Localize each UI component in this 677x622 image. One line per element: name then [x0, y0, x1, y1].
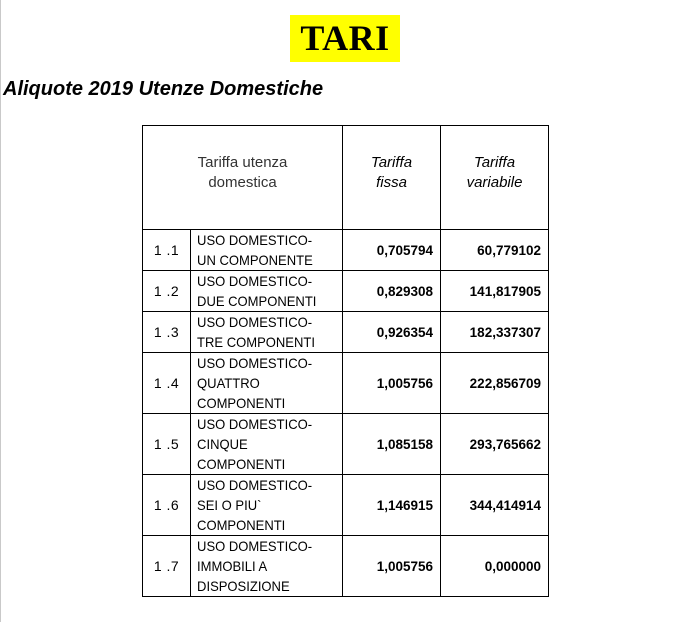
header-description-line: domestica — [208, 173, 277, 191]
row-fixed-rate: 1,085158 — [343, 414, 441, 475]
row-description — [191, 414, 332, 475]
tariff-table — [142, 125, 549, 597]
row-fixed-rate: 0,829308 — [343, 271, 441, 312]
row-code: 1 .7 — [143, 536, 191, 597]
row-description — [191, 353, 332, 414]
description-line: USO DOMESTICO- — [196, 477, 312, 493]
row-variable-rate: 182,337307 — [441, 312, 549, 353]
description-line: USO DOMESTICO- — [196, 314, 312, 330]
row-fixed-rate: 1,146915 — [343, 475, 441, 536]
description-line: USO DOMESTICO- — [196, 355, 312, 371]
description-line: COMPONENTI — [196, 456, 285, 472]
row-code: 1 .2 — [143, 271, 191, 312]
row-fixed-rate: 1,005756 — [343, 536, 441, 597]
header-fixed-line: fissa — [376, 173, 407, 191]
header-fixed — [343, 126, 441, 230]
row-description — [191, 536, 332, 597]
header-variable-line: Tariffa — [473, 153, 516, 171]
page-edge-rule — [0, 0, 1, 622]
table-row — [143, 353, 549, 414]
description-line: USO DOMESTICO- — [196, 232, 312, 248]
description-line: QUATTRO — [196, 375, 260, 391]
description-line: UN COMPONENTE — [196, 252, 313, 268]
description-line: DUE COMPONENTI — [196, 293, 316, 309]
row-description — [191, 312, 332, 353]
row-description — [191, 230, 332, 271]
row-variable-rate: 141,817905 — [441, 271, 549, 312]
description-line: DISPOSIZIONE — [196, 578, 290, 594]
row-variable-rate: 0,000000 — [441, 536, 549, 597]
row-variable-rate: 222,856709 — [441, 353, 549, 414]
row-fixed-rate: 0,926354 — [343, 312, 441, 353]
page-title: TARI — [290, 15, 400, 62]
row-fixed-rate: 0,705794 — [343, 230, 441, 271]
row-description — [191, 271, 332, 312]
description-line: TRE COMPONENTI — [196, 334, 315, 350]
description-line: SEI O PIU` — [196, 497, 261, 513]
table-row — [143, 414, 549, 475]
table-row — [143, 536, 549, 597]
row-variable-rate: 293,765662 — [441, 414, 549, 475]
header-variable-line: variabile — [466, 173, 523, 191]
row-code: 1 .4 — [143, 353, 191, 414]
table-header-row — [143, 126, 549, 230]
row-code: 1 .5 — [143, 414, 191, 475]
description-line: USO DOMESTICO- — [196, 273, 312, 289]
header-description — [143, 126, 343, 230]
description-line: COMPONENTI — [196, 517, 285, 533]
header-variable — [441, 126, 549, 230]
description-line: USO DOMESTICO- — [196, 538, 312, 554]
header-description-line: Tariffa utenza — [197, 153, 288, 171]
description-line: COMPONENTI — [196, 395, 285, 411]
row-variable-rate: 60,779102 — [441, 230, 549, 271]
row-description — [191, 475, 332, 536]
description-line: USO DOMESTICO- — [196, 416, 312, 432]
table-row — [143, 312, 549, 353]
table-row — [143, 230, 549, 271]
row-code: 1 .1 — [143, 230, 191, 271]
page-subtitle: Aliquote 2019 Utenze Domestiche — [3, 78, 324, 100]
row-code: 1 .3 — [143, 312, 191, 353]
row-fixed-rate: 1,005756 — [343, 353, 441, 414]
table-row — [143, 475, 549, 536]
table-row — [143, 271, 549, 312]
header-fixed-line: Tariffa — [370, 153, 413, 171]
row-variable-rate: 344,414914 — [441, 475, 549, 536]
row-code: 1 .6 — [143, 475, 191, 536]
description-line: CINQUE — [196, 436, 248, 452]
description-line: IMMOBILI A — [196, 558, 267, 574]
